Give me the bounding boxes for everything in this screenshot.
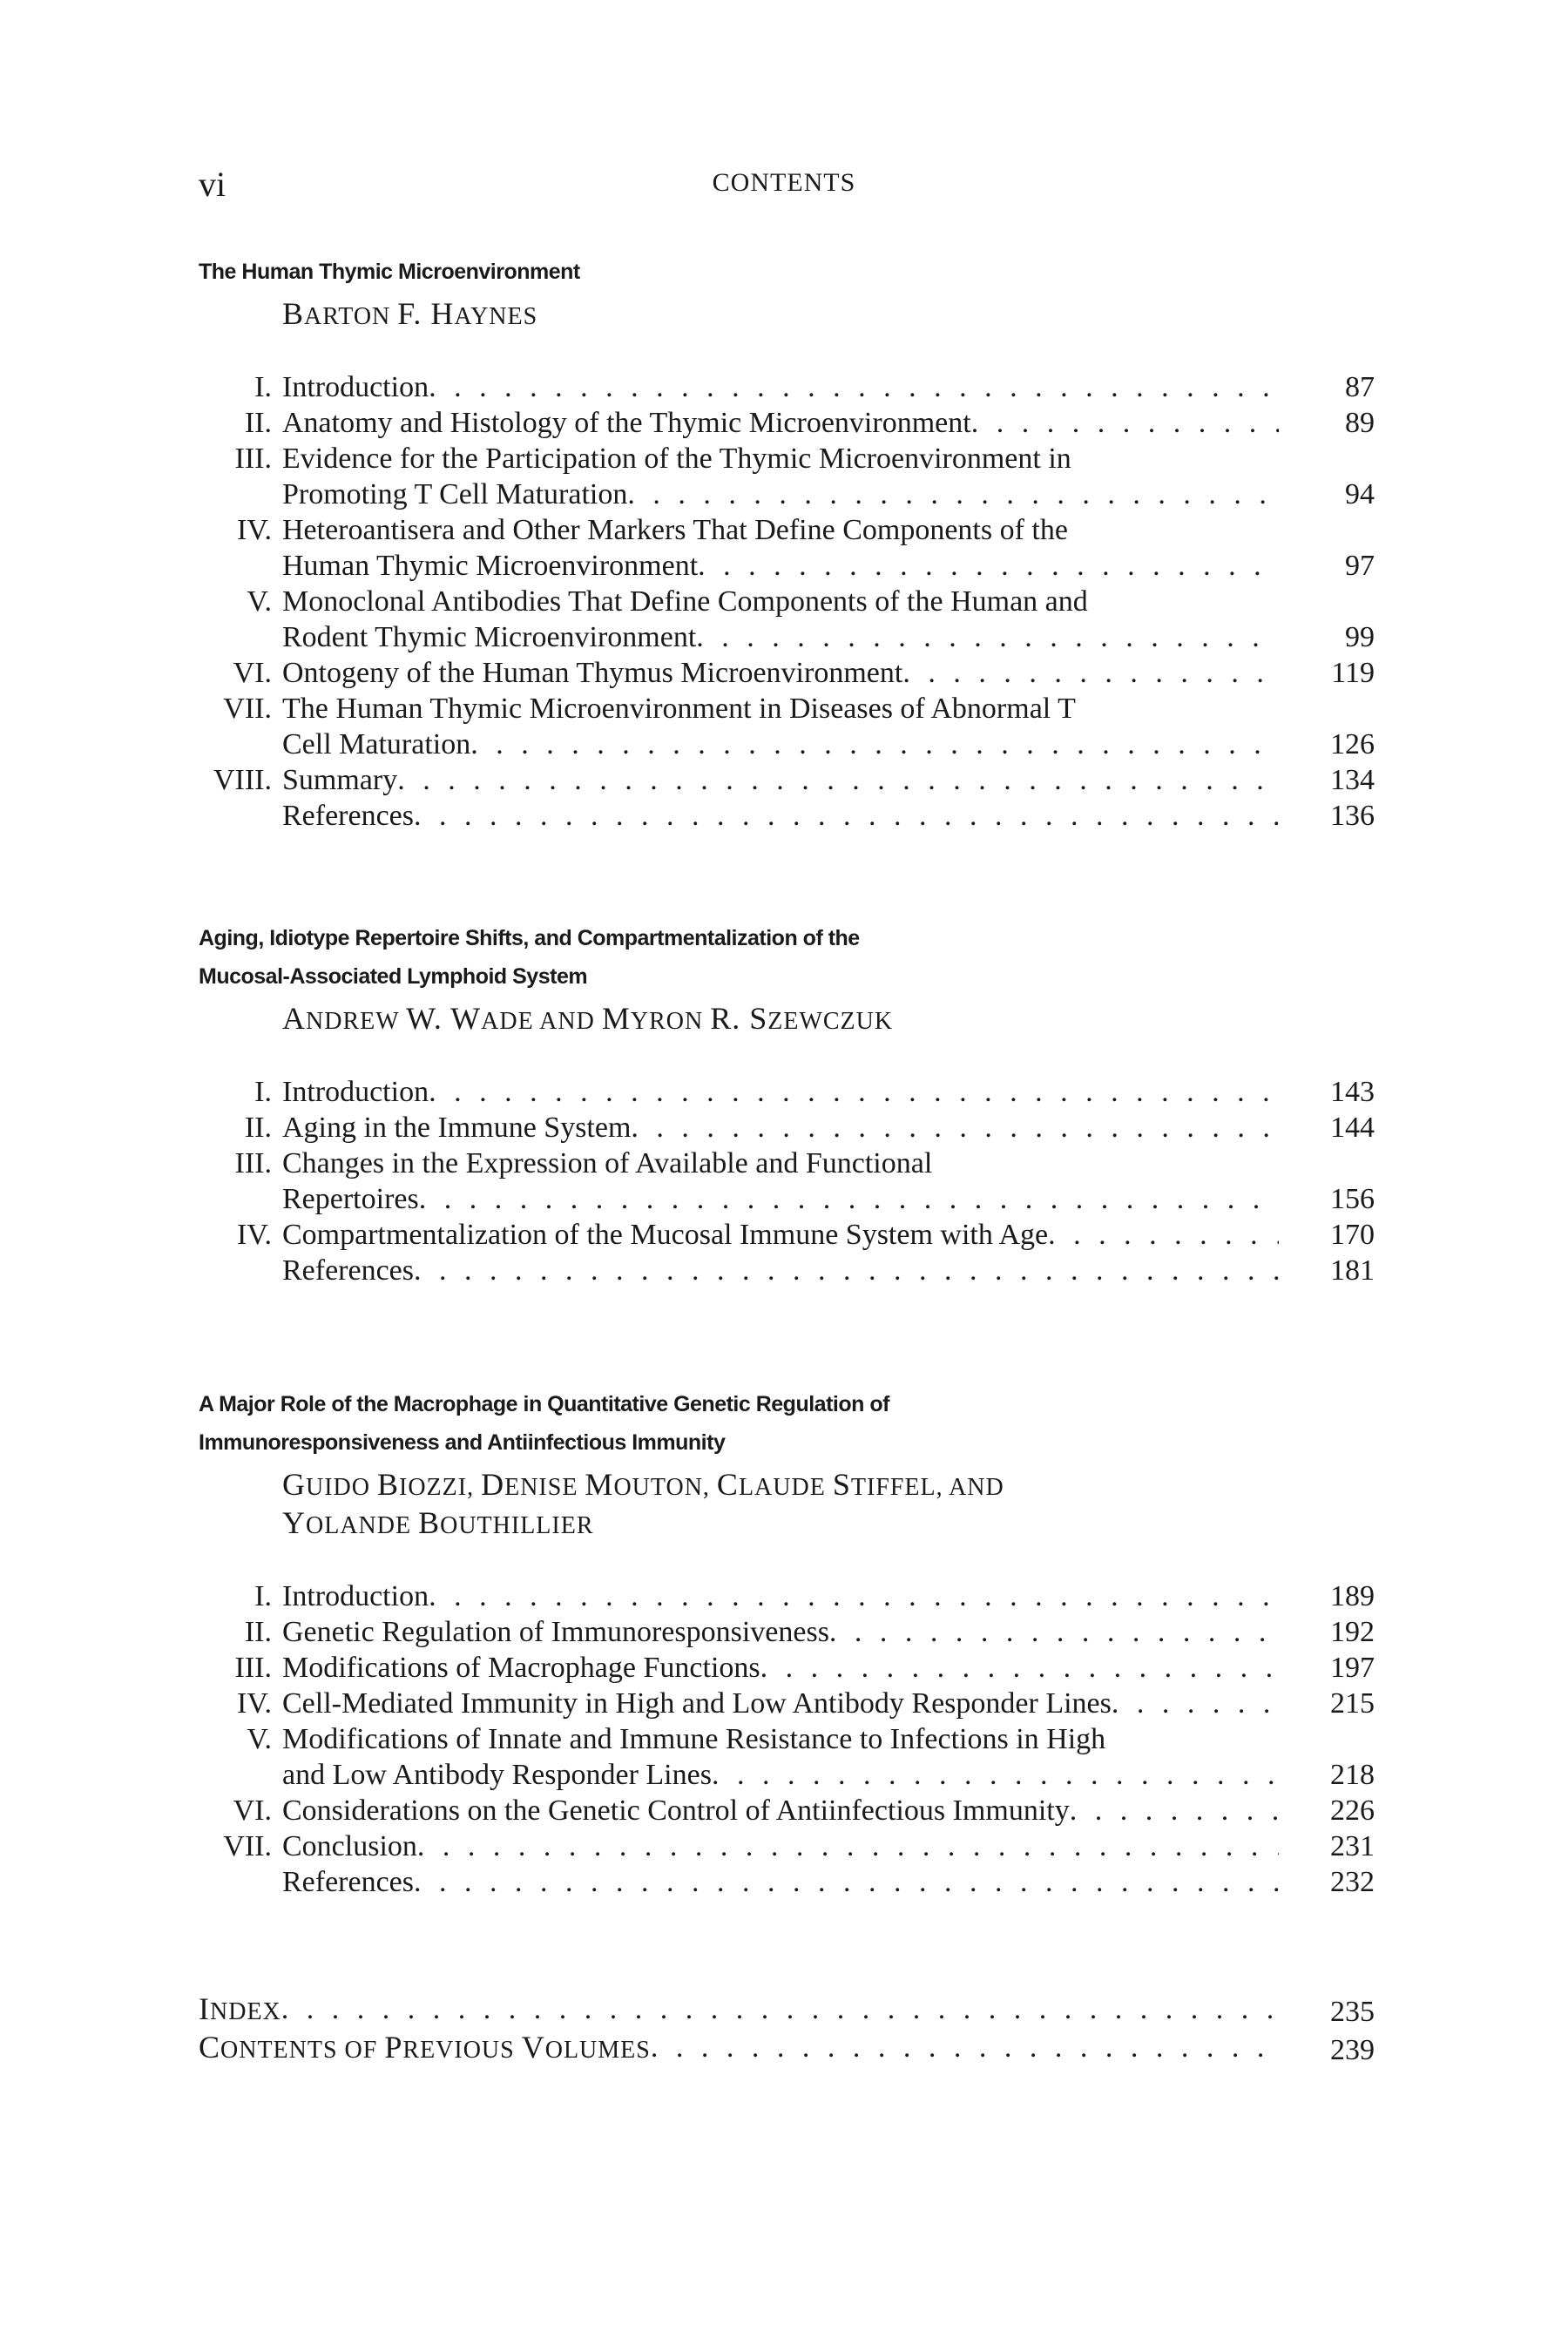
entry-text <box>282 1146 1279 1217</box>
author-text: M <box>585 1467 614 1502</box>
author-text: ARTON <box>304 303 398 330</box>
entry-title-part: REVIOUS <box>402 2037 522 2064</box>
entry-text <box>282 1793 1279 1828</box>
entry-number: III. <box>234 1147 272 1179</box>
entry-title-line <box>282 1110 1279 1146</box>
section-entry[interactable] <box>199 655 1375 691</box>
author-text: B <box>418 1505 441 1540</box>
page-number: 232 <box>1330 1866 1375 1898</box>
section-list <box>199 1578 1375 1900</box>
author-text: C <box>716 1467 739 1502</box>
entry-number: VI. <box>233 657 272 689</box>
entry-title-line: The Human Thymic Microenvironment in Diseases of Abnormal T <box>282 693 1076 725</box>
entry-number: II. <box>244 1616 272 1648</box>
entry-text <box>199 1991 1279 2030</box>
dot-leader <box>470 727 1279 762</box>
entry-title-line: Changes in the Expression of Available and Functional <box>282 1147 933 1179</box>
entry-title-part: C <box>199 2030 221 2065</box>
entry-title-line <box>282 1864 1279 1900</box>
entry-title: Anatomy and Histology of the Thymic Microenvironment <box>282 407 971 439</box>
entry-title-line <box>282 1686 1279 1721</box>
entry-title: and Low Antibody Responder Lines <box>282 1759 712 1791</box>
author-text: AYNES <box>454 303 538 330</box>
entry-text <box>282 655 1279 691</box>
chapter-title-line: Mucosal-Associated Lymphoid System <box>199 964 588 989</box>
entry-text <box>282 1864 1279 1900</box>
chapter-title <box>199 919 1375 996</box>
entry-title-line: Heteroantisera and Other Markers That Define Components of the <box>282 514 1068 546</box>
entry-number: III. <box>234 443 272 475</box>
entry-number: II. <box>244 407 272 439</box>
dot-leader <box>281 1991 1279 2030</box>
author-text: ENISE <box>504 1474 585 1501</box>
section-list <box>199 369 1375 834</box>
page-number: 218 <box>1330 1759 1375 1791</box>
section-entry[interactable] <box>199 584 1375 655</box>
dot-leader <box>760 1650 1279 1686</box>
back-matter-entry[interactable] <box>199 2030 1375 2068</box>
author-line <box>282 1467 1375 1505</box>
author-text: F. H <box>397 296 455 331</box>
section-entry[interactable] <box>199 405 1375 441</box>
entry-text <box>282 762 1279 798</box>
entry-text <box>282 405 1279 441</box>
author-text: TIFFEL, AND <box>850 1474 1004 1501</box>
entry-title-part: V <box>521 2030 545 2065</box>
page-number: 226 <box>1330 1794 1375 1827</box>
entry-title: Introduction <box>282 1076 429 1108</box>
author-text: M <box>601 1001 631 1036</box>
entry-title: Modifications of Macrophage Functions <box>282 1652 760 1684</box>
section-entry[interactable] <box>199 691 1375 762</box>
running-head: CONTENTS <box>712 168 856 197</box>
entry-number: I. <box>254 1580 272 1612</box>
section-entry[interactable] <box>199 1074 1375 1110</box>
entry-number: VII. <box>223 1830 272 1862</box>
section-entry[interactable] <box>199 762 1375 798</box>
entry-text <box>282 798 1279 834</box>
chapter-authors <box>282 296 1375 335</box>
entry-title: Considerations on the Genetic Control of Antiinfectious Immunity <box>282 1794 1070 1827</box>
entry-title: Cell Maturation <box>282 728 471 760</box>
section-entry[interactable] <box>199 1721 1375 1793</box>
entry-text <box>282 369 1279 405</box>
entry-title-line <box>282 727 1279 762</box>
section-entry[interactable] <box>199 1793 1375 1828</box>
entry-number: IV. <box>237 1219 272 1251</box>
entry-text <box>282 512 1279 584</box>
entry-title-line: Modifications of Innate and Immune Resistance to Infections in High <box>282 1723 1106 1755</box>
author-text: A <box>282 1001 306 1036</box>
dot-leader <box>414 798 1279 834</box>
dot-leader <box>1070 1793 1279 1828</box>
chapter-authors <box>282 1001 1375 1039</box>
entry-number: IV. <box>237 1687 272 1720</box>
entry-title: Introduction <box>282 1580 429 1612</box>
page-number: 94 <box>1345 478 1375 510</box>
author-text: D <box>481 1467 505 1502</box>
page-number: 239 <box>1330 2034 1375 2066</box>
dot-leader <box>829 1614 1279 1650</box>
entry-text <box>282 1721 1279 1793</box>
page-number: 156 <box>1330 1183 1375 1215</box>
author-text: B <box>377 1467 400 1502</box>
dot-leader <box>696 619 1279 655</box>
section-entry[interactable] <box>199 441 1375 512</box>
page-number: 99 <box>1345 621 1375 653</box>
entry-title-part: ONTENTS OF <box>220 2037 385 2064</box>
entry-title-line <box>282 655 1279 691</box>
entry-text <box>282 1614 1279 1650</box>
chapter-3 <box>199 1385 1375 1900</box>
entry-text <box>282 1578 1279 1614</box>
author-text: G <box>282 1467 306 1502</box>
entry-title: Genetic Regulation of Immunoresponsiveness <box>282 1616 829 1648</box>
chapter-title-line: Aging, Idiotype Repertoire Shifts, and Compartmentalization of the <box>199 926 860 950</box>
entry-number: VII. <box>223 693 272 725</box>
section-entry[interactable] <box>199 1614 1375 1650</box>
author-text: ADE AND <box>481 1008 602 1035</box>
dot-leader <box>651 2030 1279 2068</box>
author-text: NDREW <box>306 1008 407 1035</box>
entry-number: I. <box>254 371 272 403</box>
chapter-1 <box>199 253 1375 834</box>
entry-title-line <box>282 369 1279 405</box>
chapter-title <box>199 1385 1375 1462</box>
entry-title-line <box>282 1614 1279 1650</box>
section-entry[interactable] <box>199 369 1375 405</box>
author-text: OLANDE <box>306 1512 419 1539</box>
section-entry[interactable] <box>199 1650 1375 1686</box>
entry-number: III. <box>234 1652 272 1684</box>
entry-text <box>282 1217 1279 1253</box>
author-text: W. W <box>406 1001 482 1036</box>
dot-leader <box>429 1074 1279 1110</box>
entry-title-part: P <box>384 2030 403 2065</box>
chapter-title-line: The Human Thymic Microenvironment <box>199 260 580 284</box>
page-number: 215 <box>1330 1687 1375 1720</box>
entry-title: Compartmentalization of the Mucosal Immune System with Age <box>282 1219 1049 1251</box>
dot-leader <box>414 1864 1279 1900</box>
entry-title: Rodent Thymic Microenvironment <box>282 621 697 653</box>
entry-title-line <box>282 619 1279 655</box>
entry-text <box>282 691 1279 762</box>
entry-text <box>282 441 1279 512</box>
entry-number: V. <box>247 585 272 618</box>
author-text: B <box>282 296 305 331</box>
entry-title-line <box>282 1578 1279 1614</box>
entry-title-line <box>282 1757 1279 1793</box>
entry-number: VIII. <box>213 764 272 796</box>
author-text: ZEWCZUK <box>767 1008 894 1035</box>
entry-title: Ontogeny of the Human Thymus Microenvironment <box>282 657 903 689</box>
section-entry[interactable] <box>199 1217 1375 1253</box>
chapter-title-line: Immunoresponsiveness and Antiinfectious Immunity <box>199 1430 726 1455</box>
entry-title-line: Monoclonal Antibodies That Define Components of the Human and <box>282 585 1088 618</box>
section-entry[interactable] <box>199 512 1375 584</box>
entry-title-line: Evidence for the Participation of the Thymic Microenvironment in <box>282 443 1071 475</box>
entry-title-line <box>282 405 1279 441</box>
dot-leader <box>1112 1686 1279 1721</box>
entry-title-line <box>282 1828 1279 1864</box>
entry-text <box>282 584 1279 655</box>
page-number: 181 <box>1330 1254 1375 1287</box>
entry-title-part: OLUMES <box>544 2037 651 2064</box>
page-number: 197 <box>1330 1652 1375 1684</box>
dot-leader <box>631 1110 1279 1146</box>
chapter-title-line: A Major Role of the Macrophage in Quantitative Genetic Regulation of <box>199 1392 889 1416</box>
page-number: 143 <box>1330 1076 1375 1108</box>
section-entry[interactable] <box>199 1864 1375 1900</box>
entry-number: VI. <box>233 1794 272 1827</box>
section-entry[interactable] <box>199 1253 1375 1288</box>
section-entry[interactable] <box>199 1686 1375 1721</box>
author-text: YRON <box>630 1008 711 1035</box>
entry-number: V. <box>247 1723 272 1755</box>
entry-title: Summary <box>282 764 398 796</box>
entry-title-line <box>282 1074 1279 1110</box>
entry-text <box>282 1828 1279 1864</box>
entry-title: Promoting T Cell Maturation <box>282 478 628 510</box>
dot-leader <box>627 476 1279 512</box>
dot-leader <box>397 762 1279 798</box>
entry-title-line <box>282 1793 1279 1828</box>
dot-leader <box>902 655 1279 691</box>
chapter-2 <box>199 919 1375 1288</box>
entry-title: Conclusion <box>282 1830 417 1862</box>
entry-title <box>199 2030 651 2068</box>
page-number: 192 <box>1330 1616 1375 1648</box>
entry-text <box>282 1074 1279 1110</box>
entry-title: Human Thymic Microenvironment <box>282 550 699 582</box>
entry-text <box>282 1110 1279 1146</box>
author-line <box>282 1505 1375 1544</box>
chapter-title <box>199 253 1375 291</box>
entry-title: Introduction <box>282 371 429 403</box>
dot-leader <box>429 1578 1279 1614</box>
author-text: LAUDE <box>738 1474 833 1501</box>
entry-title-part: I <box>199 1991 210 2026</box>
section-entry[interactable] <box>199 1578 1375 1614</box>
section-entry[interactable] <box>199 798 1375 834</box>
dot-leader <box>971 405 1279 441</box>
section-entry[interactable] <box>199 1146 1375 1217</box>
dot-leader <box>417 1828 1279 1864</box>
entry-title: References <box>282 800 415 832</box>
entry-title-part: NDEX <box>210 1998 281 2025</box>
entry-title-line <box>282 762 1279 798</box>
page-number: 89 <box>1345 407 1375 439</box>
page-number: 170 <box>1330 1219 1375 1251</box>
entry-title: Repertoires <box>282 1183 419 1215</box>
author-line <box>282 296 1375 335</box>
page-number: 134 <box>1330 764 1375 796</box>
entry-text <box>199 2030 1279 2068</box>
dot-leader <box>698 548 1279 584</box>
entry-title-line <box>282 548 1279 584</box>
dot-leader <box>419 1181 1279 1217</box>
back-matter <box>199 1991 1375 2068</box>
author-text: OUTON, <box>613 1474 717 1501</box>
entry-title-line <box>282 476 1279 512</box>
page-number: 231 <box>1330 1830 1375 1862</box>
page-number: 144 <box>1330 1112 1375 1144</box>
page-folio: vi <box>199 165 226 204</box>
entry-title <box>199 1991 281 2030</box>
page-number: 136 <box>1330 800 1375 832</box>
author-line <box>282 1001 1375 1039</box>
entry-text <box>282 1686 1279 1721</box>
dot-leader <box>414 1253 1279 1288</box>
entry-title-line <box>282 1217 1279 1253</box>
entry-title: Cell-Mediated Immunity in High and Low Antibody Responder Lines <box>282 1687 1112 1720</box>
author-text: S <box>832 1467 851 1502</box>
entry-number: IV. <box>237 514 272 546</box>
dot-leader <box>712 1757 1279 1793</box>
entry-title-line <box>282 1650 1279 1686</box>
section-list <box>199 1074 1375 1288</box>
entry-title-line <box>282 798 1279 834</box>
page-number: 119 <box>1331 657 1375 689</box>
entry-number: I. <box>254 1076 272 1108</box>
chapter-authors <box>282 1467 1375 1544</box>
entry-text <box>282 1253 1279 1288</box>
page-number: 126 <box>1330 728 1375 760</box>
author-text: OUTHILLIER <box>440 1512 594 1539</box>
author-text: Y <box>282 1505 306 1540</box>
entry-title-line <box>282 1181 1279 1217</box>
entry-title-line <box>282 1253 1279 1288</box>
entry-title: References <box>282 1254 415 1287</box>
author-text: R. S <box>710 1001 768 1036</box>
entry-text <box>282 1650 1279 1686</box>
section-entry[interactable] <box>199 1828 1375 1864</box>
page-number: 97 <box>1345 550 1375 582</box>
entry-title: Aging in the Immune System <box>282 1112 632 1144</box>
section-entry[interactable] <box>199 1110 1375 1146</box>
entry-title-line <box>199 2030 1279 2068</box>
page-number: 87 <box>1345 371 1375 403</box>
author-text: UIDO <box>306 1474 377 1501</box>
entry-number: II. <box>244 1112 272 1144</box>
author-text: IOZZI, <box>399 1474 482 1501</box>
entry-title: References <box>282 1866 415 1898</box>
dot-leader <box>1048 1217 1279 1253</box>
back-matter-entry[interactable] <box>199 1991 1375 2030</box>
dot-leader <box>429 369 1279 405</box>
entry-title-line <box>199 1991 1279 2030</box>
page-number: 235 <box>1330 1996 1375 2028</box>
page-number: 189 <box>1330 1580 1375 1612</box>
